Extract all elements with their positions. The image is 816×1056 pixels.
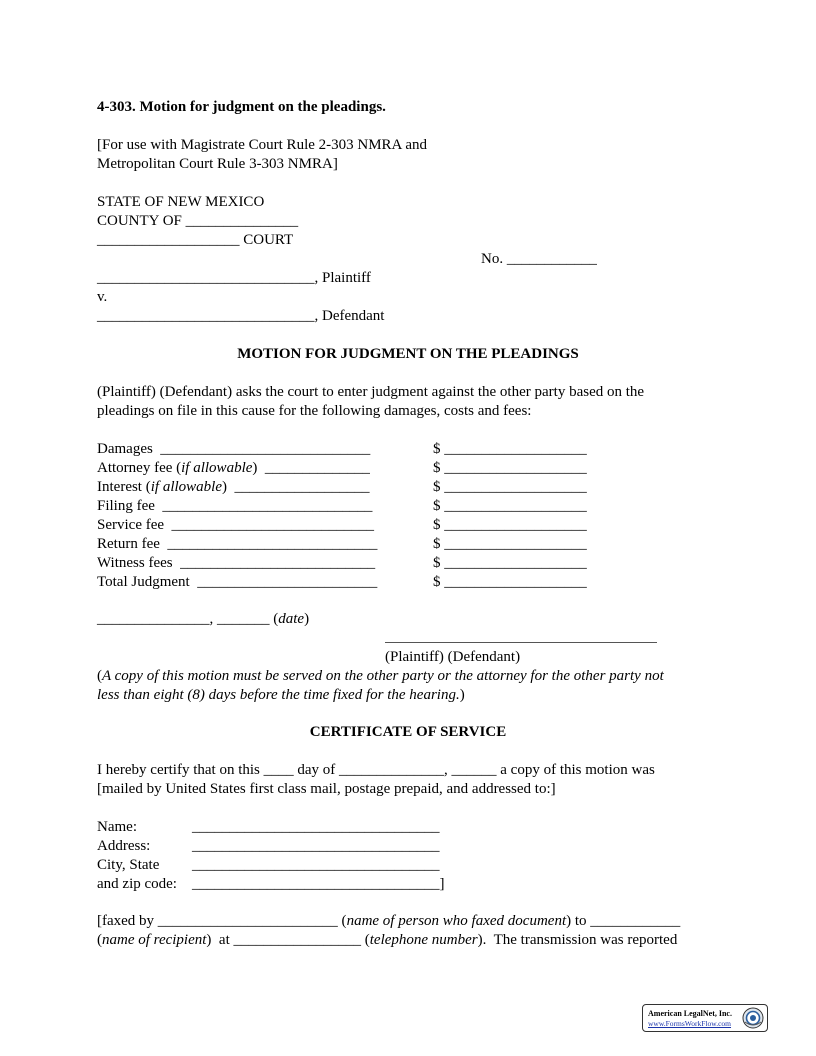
service-name-blank: _________________________________ <box>192 819 440 835</box>
publisher-site-link[interactable]: www.FormsWorkFlow.com <box>648 1019 732 1028</box>
motion-date-line: _______________, _______ (date) <box>97 611 310 627</box>
certificate-line-1: I hereby certify that on this ____ day of ______________, ______ a copy of this motion was <box>97 762 655 778</box>
publisher-logo[interactable] <box>642 1004 768 1032</box>
fax-line-2: (name of recipient) at _________________ (telephone number). The transmission was reported <box>97 932 678 948</box>
fee-interest-amount: $ ___________________ <box>433 479 587 495</box>
fee-filing-amount: $ ___________________ <box>433 498 587 514</box>
fee-total-label: Total Judgment ________________________ <box>97 574 378 590</box>
fee-return-label: Return fee ____________________________ <box>97 536 378 552</box>
service-address-label: Address: <box>97 838 151 854</box>
fax-line-1: [faxed by ________________________ (name of person who faxed document) to ____________ <box>97 913 681 929</box>
caption-plaintiff: _____________________________, Plaintiff <box>97 270 371 286</box>
publisher-name: American LegalNet, Inc. <box>648 1009 732 1018</box>
service-address-blank: _________________________________ <box>192 838 440 854</box>
service-note-line-1: (A copy of this motion must be served on the other party or the attorney for the other party not <box>97 668 664 684</box>
usage-note-line-2: Metropolitan Court Rule 3-303 NMRA] <box>97 156 338 172</box>
fee-witness-label: Witness fees __________________________ <box>97 555 376 571</box>
certificate-title: CERTIFICATE OF SERVICE <box>309 724 507 740</box>
caption-case-number: No. ____________ <box>481 251 597 267</box>
fee-attorney-label: Attorney fee (if allowable) ______________ <box>97 460 370 476</box>
motion-title: MOTION FOR JUDGMENT ON THE PLEADINGS <box>237 346 579 362</box>
fee-damages-amount: $ ___________________ <box>433 441 587 457</box>
fee-service-amount: $ ___________________ <box>433 517 587 533</box>
caption-county: COUNTY OF _______________ <box>97 213 299 229</box>
caption-defendant: _____________________________, Defendant <box>97 308 385 324</box>
fee-filing-label: Filing fee ____________________________ <box>97 498 373 514</box>
signature-label: (Plaintiff) (Defendant) <box>385 649 521 665</box>
service-zip-blank: _________________________________] <box>192 876 445 892</box>
usage-note-line-1: [For use with Magistrate Court Rule 2-303 NMRA and <box>97 137 427 153</box>
service-name-label: Name: <box>97 819 137 835</box>
fee-return-amount: $ ___________________ <box>433 536 587 552</box>
fee-witness-amount: $ ___________________ <box>433 555 587 571</box>
signature-rule <box>385 642 657 643</box>
service-zip-label: and zip code: <box>97 876 177 892</box>
certificate-line-2: [mailed by United States first class mail, postage prepaid, and addressed to:] <box>97 781 556 797</box>
caption-state: STATE OF NEW MEXICO <box>97 194 265 210</box>
service-city-state-blank: _________________________________ <box>192 857 440 873</box>
globe-icon <box>742 1007 764 1029</box>
service-city-state-label: City, State <box>97 857 160 873</box>
motion-body-line-1: (Plaintiff) (Defendant) asks the court to enter judgment against the other party based on the <box>97 384 645 400</box>
motion-body-line-2: pleadings on file in this cause for the following damages, costs and fees: <box>97 403 532 419</box>
fee-interest-label: Interest (if allowable) __________________ <box>97 479 370 495</box>
fee-attorney-amount: $ ___________________ <box>433 460 587 476</box>
caption-versus: v. <box>97 289 108 305</box>
fee-total-amount: $ ___________________ <box>433 574 587 590</box>
form-rule-title: 4-303. Motion for judgment on the pleadings. <box>97 99 386 115</box>
fee-damages-label: Damages ____________________________ <box>97 441 371 457</box>
service-note-line-2: less than eight (8) days before the time fixed for the hearing.) <box>97 687 465 703</box>
fee-service-label: Service fee ___________________________ <box>97 517 375 533</box>
caption-court: ___________________ COURT <box>97 232 294 248</box>
